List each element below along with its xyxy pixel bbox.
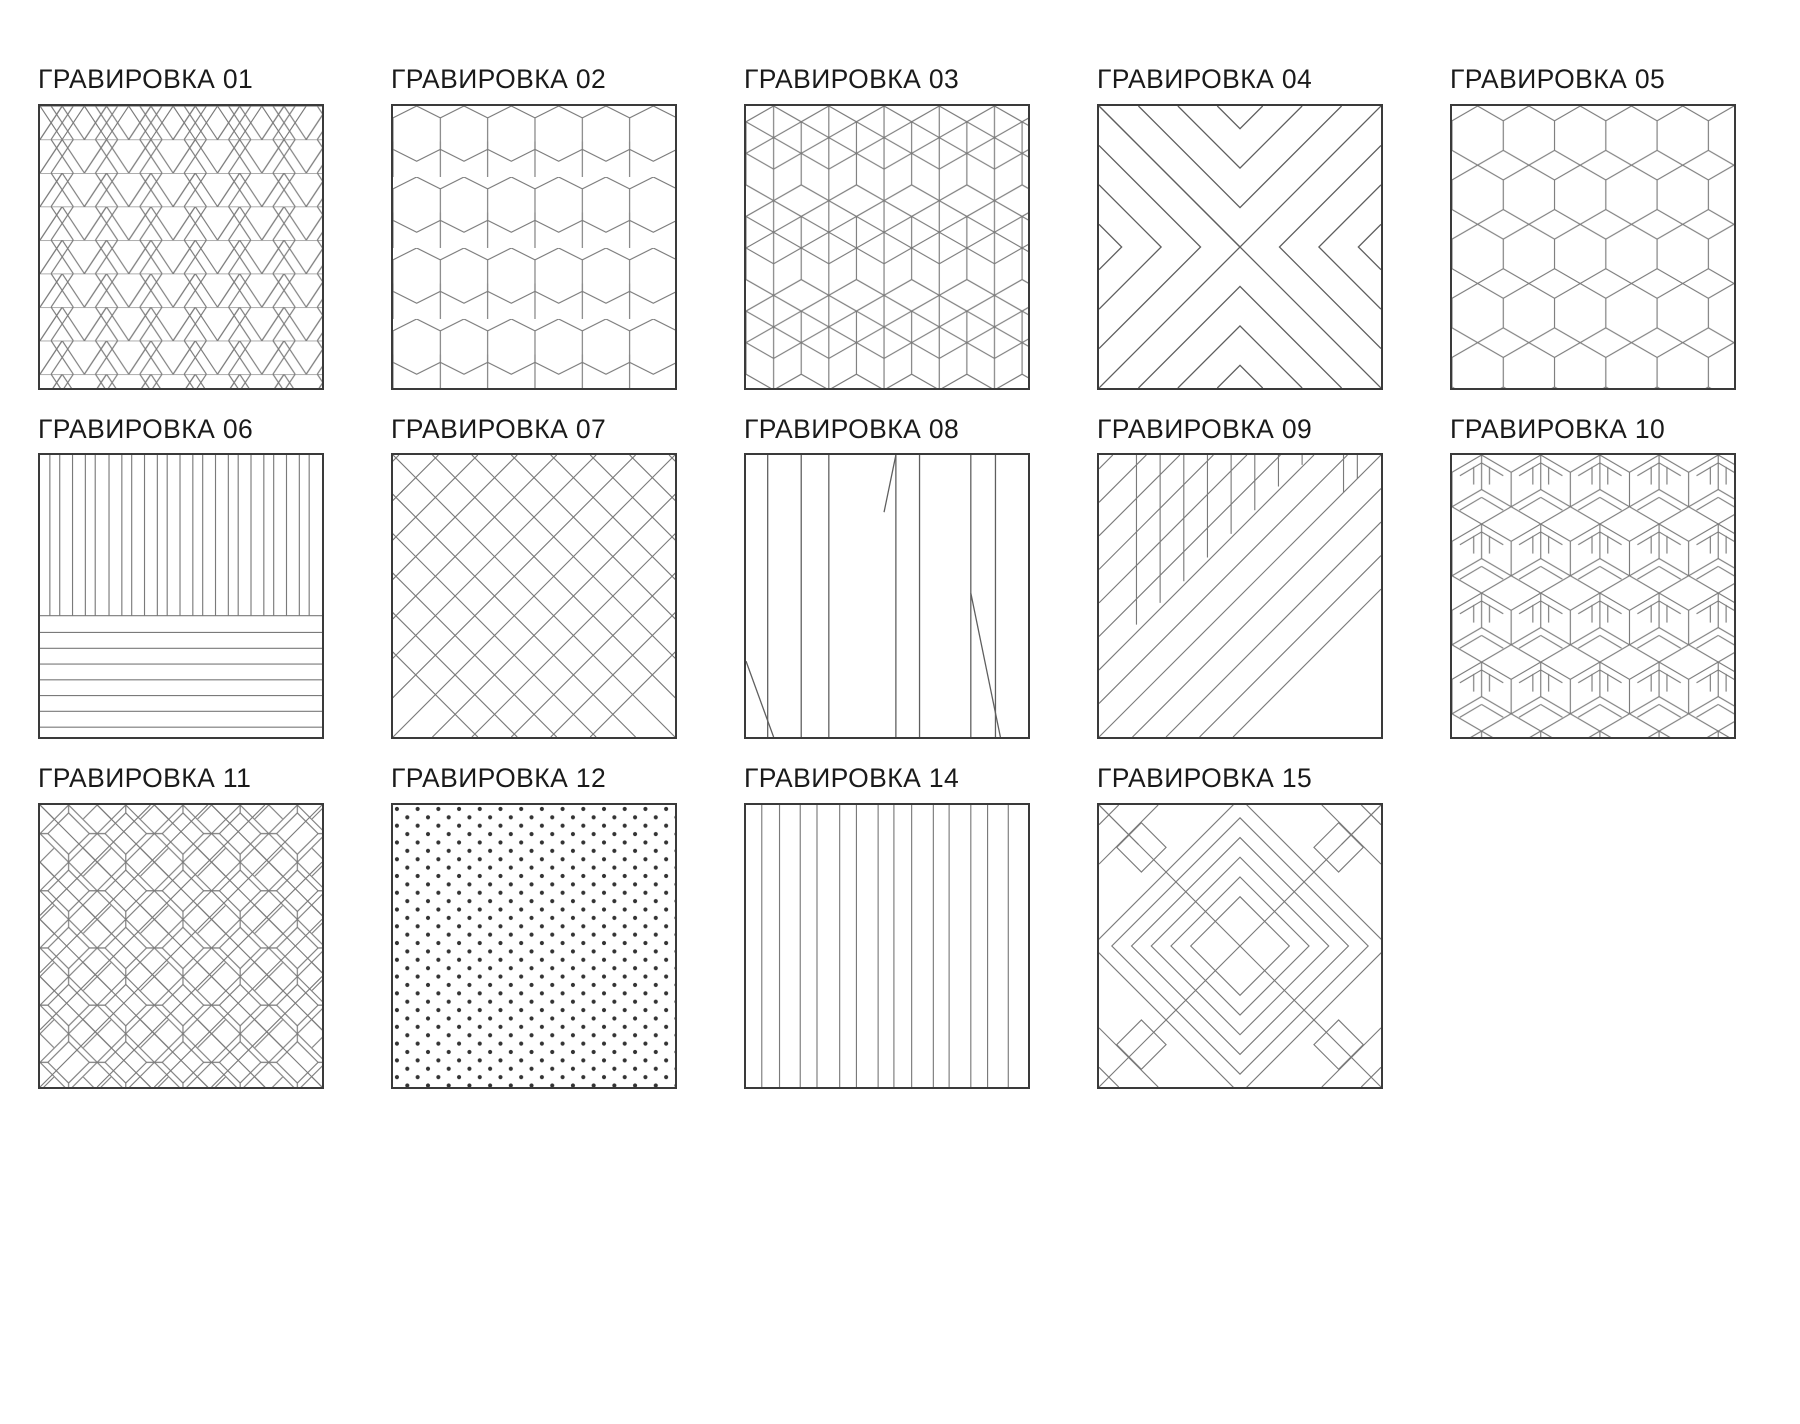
swatch-cell[interactable] bbox=[38, 66, 388, 390]
swatch-label: ГРАВИРОВКА 12 bbox=[391, 763, 607, 793]
swatch-pattern-vertical-horizontal-stripes[interactable] bbox=[38, 453, 324, 739]
swatch-pattern-irregular-vertical-lines[interactable] bbox=[744, 453, 1030, 739]
swatch-label: ГРАВИРОВКА 11 bbox=[38, 763, 252, 793]
swatch-pattern-dot-grid[interactable] bbox=[391, 803, 677, 1089]
swatch-cell[interactable] bbox=[38, 765, 388, 1089]
swatch-label: ГРАВИРОВКА 08 bbox=[744, 413, 960, 444]
swatch-label: ГРАВИРОВКА 06 bbox=[38, 413, 254, 444]
swatch-label: ГРАВИРОВКА 10 bbox=[1450, 413, 1666, 444]
swatch-pattern-nested-cube-diamonds[interactable] bbox=[38, 803, 324, 1089]
swatch-label: ГРАВИРОВКА 04 bbox=[1097, 64, 1313, 94]
swatch-cell[interactable] bbox=[1097, 66, 1447, 390]
swatch-cell[interactable] bbox=[744, 765, 1094, 1089]
swatch-cell[interactable] bbox=[744, 66, 1094, 390]
swatch-pattern-diagonal-stripes-corner[interactable] bbox=[1097, 453, 1383, 739]
swatch-cell[interactable] bbox=[1097, 413, 1447, 740]
swatch-cell[interactable] bbox=[391, 413, 741, 740]
swatch-pattern-diamond-lattice[interactable] bbox=[391, 453, 677, 739]
swatch-cell[interactable] bbox=[391, 765, 741, 1089]
swatch-pattern-elongated-hexagon[interactable] bbox=[391, 104, 677, 390]
swatch-cell[interactable] bbox=[744, 413, 1094, 740]
swatch-pattern-chevron-herringbone[interactable] bbox=[38, 104, 324, 390]
swatch-label: ГРАВИРОВКА 14 bbox=[744, 763, 960, 793]
swatch-grid bbox=[38, 66, 1768, 1089]
swatch-cell[interactable] bbox=[1450, 413, 1800, 740]
swatch-label: ГРАВИРОВКА 03 bbox=[744, 64, 960, 94]
swatch-label: ГРАВИРОВКА 07 bbox=[391, 413, 607, 444]
swatch-cell[interactable] bbox=[391, 66, 741, 390]
swatch-pattern-diagonal-cross-chevron[interactable] bbox=[1097, 104, 1383, 390]
swatch-label: ГРАВИРОВКА 15 bbox=[1097, 763, 1313, 793]
swatch-pattern-isometric-cubes[interactable] bbox=[1450, 453, 1736, 739]
swatch-cell[interactable] bbox=[38, 413, 388, 740]
swatch-label: ГРАВИРОВКА 05 bbox=[1450, 64, 1666, 94]
swatch-pattern-vertical-lines[interactable] bbox=[744, 803, 1030, 1089]
swatch-pattern-cube-star-rhombus[interactable] bbox=[744, 104, 1030, 390]
swatch-pattern-concentric-diamonds[interactable] bbox=[1097, 803, 1383, 1089]
swatch-cell[interactable] bbox=[1450, 66, 1800, 390]
swatch-label: ГРАВИРОВКА 09 bbox=[1097, 413, 1313, 444]
swatch-label: ГРАВИРОВКА 02 bbox=[391, 64, 607, 94]
swatch-label: ГРАВИРОВКА 01 bbox=[38, 64, 254, 94]
swatch-cell[interactable] bbox=[1097, 765, 1447, 1089]
swatch-pattern-honeycomb-hexagon[interactable] bbox=[1450, 104, 1736, 390]
